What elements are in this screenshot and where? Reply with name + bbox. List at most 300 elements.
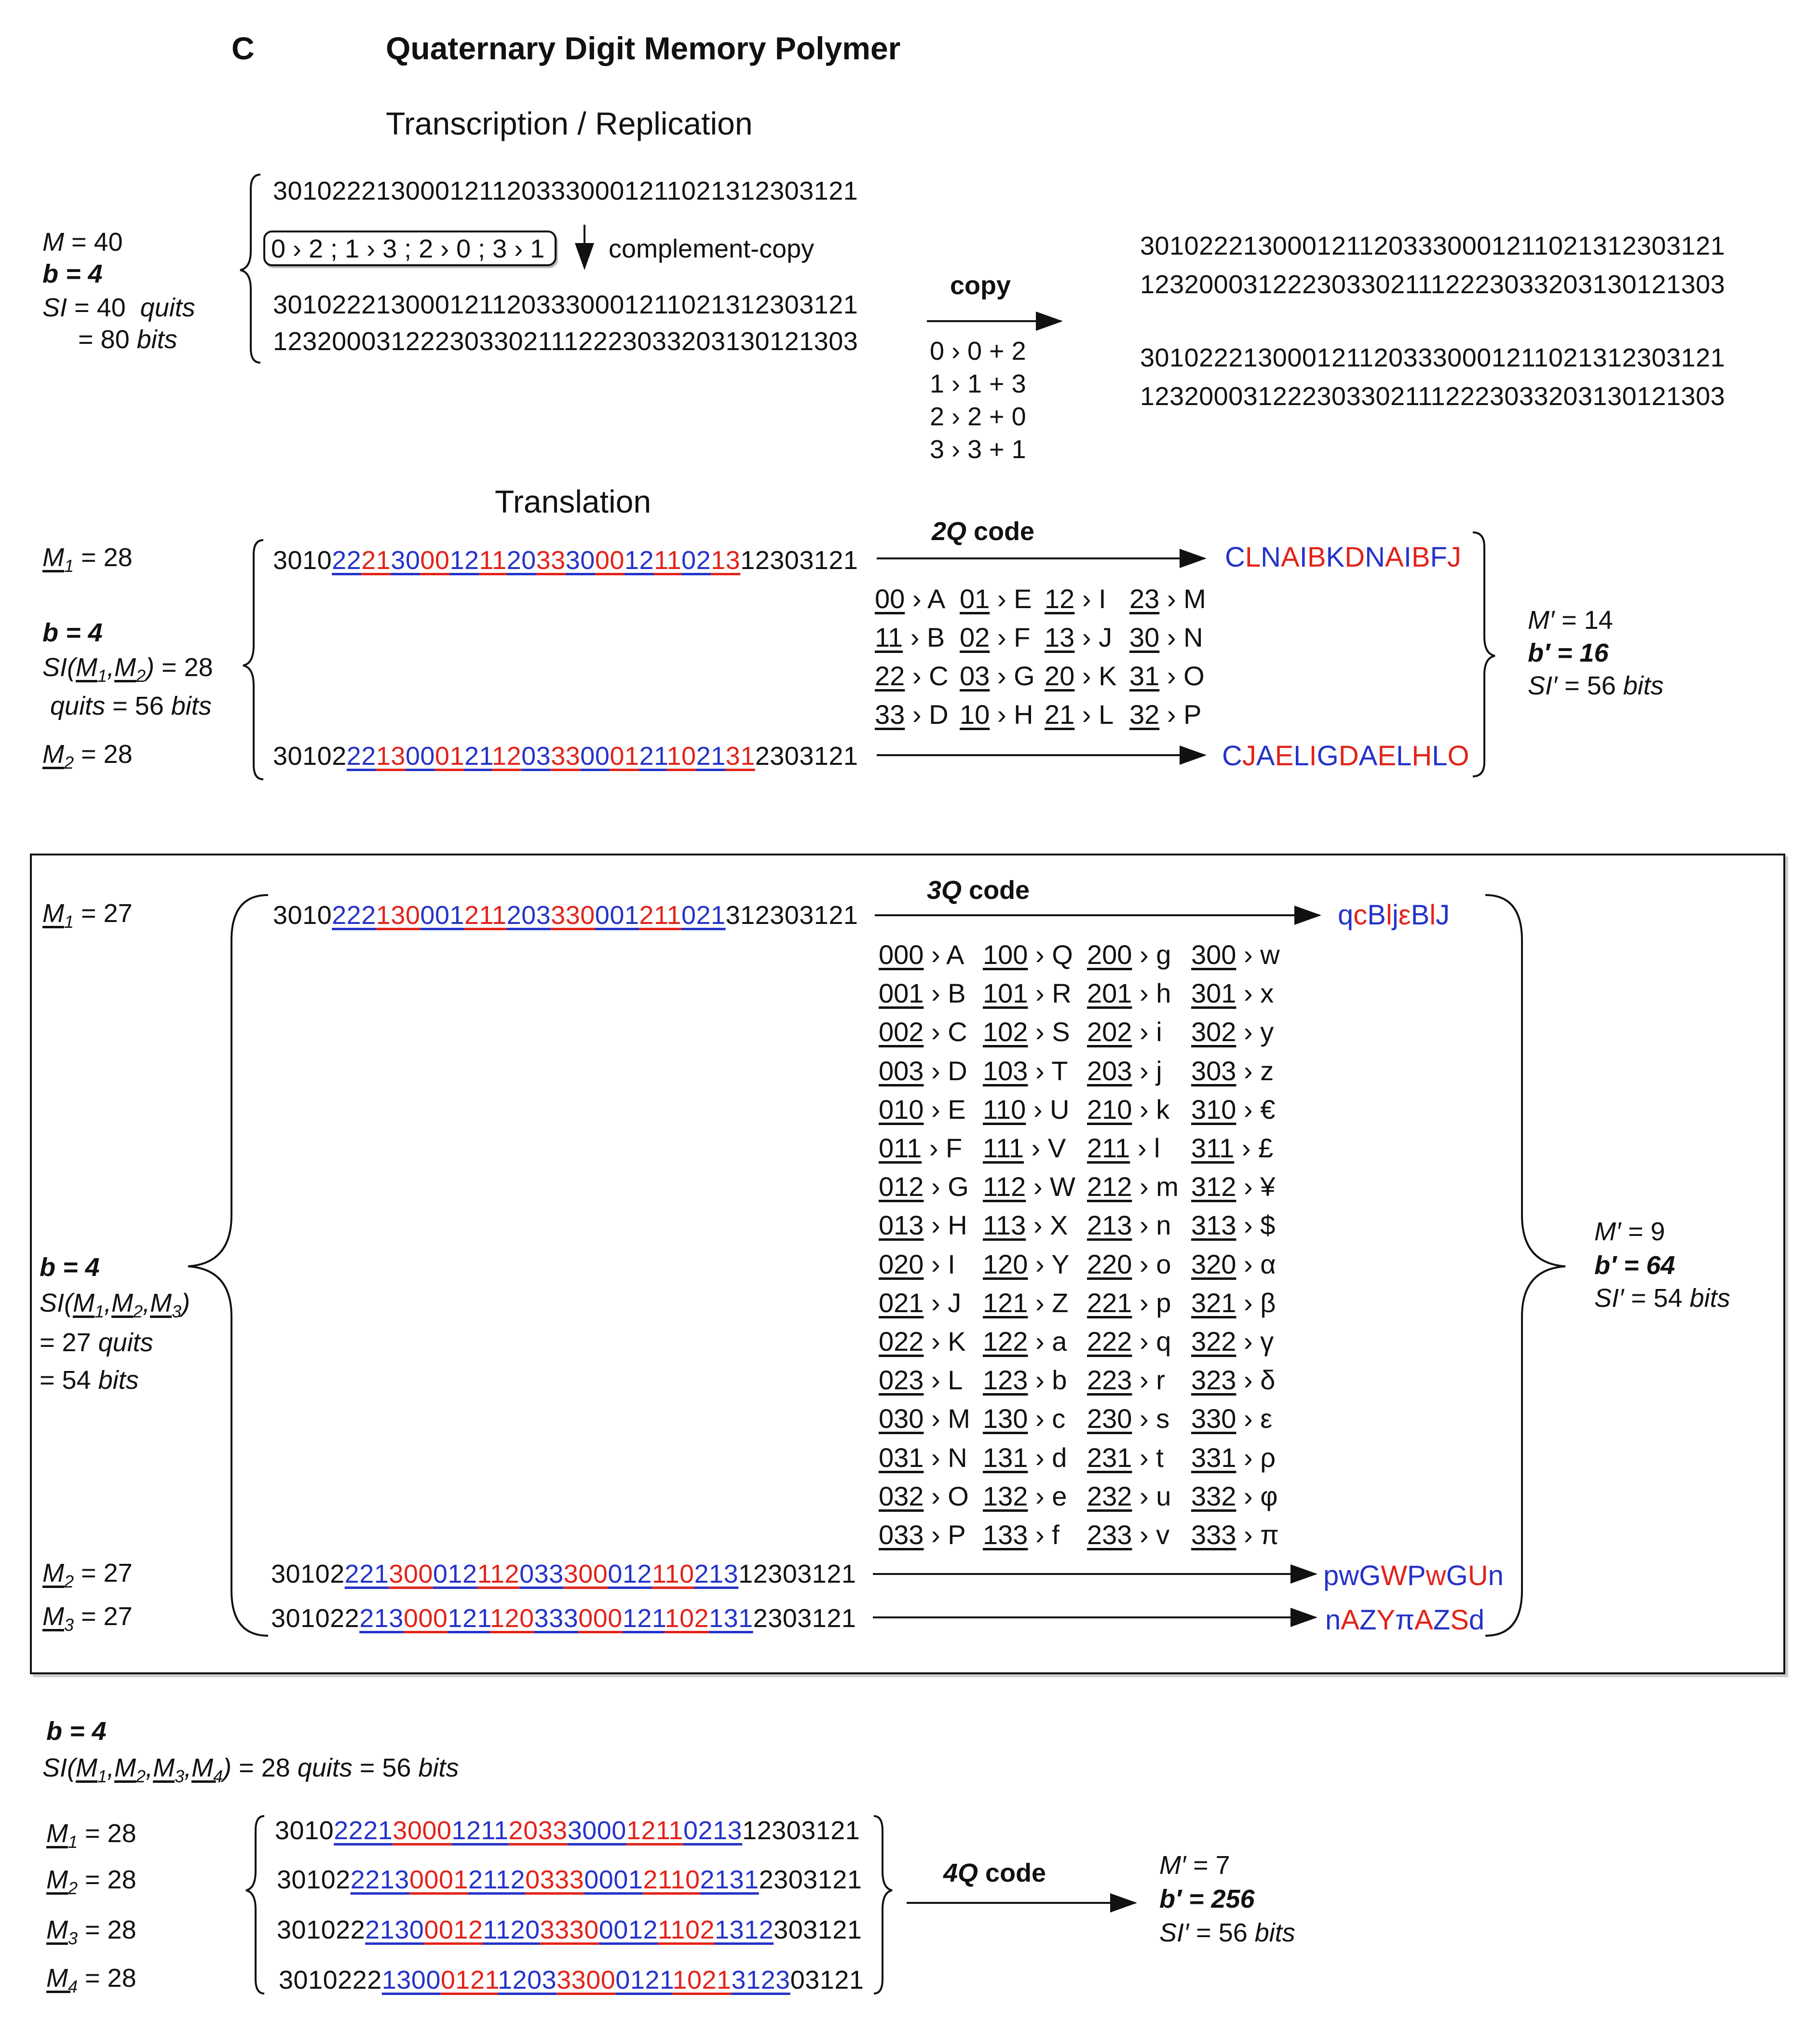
codon: 10: [960, 699, 990, 730]
symbol: › g: [1132, 939, 1171, 970]
sequence-segment: w: [1426, 1560, 1446, 1591]
codon: 221: [1087, 1287, 1132, 1318]
duplex-strand-b: 1232000312223033021112223033203130121303: [273, 327, 858, 356]
symbol: › h: [1132, 978, 1171, 1009]
sequence-segment: 312303121: [725, 901, 858, 930]
t4-right-brace: [874, 1816, 892, 1994]
sequence-segment: P: [1407, 1560, 1426, 1591]
sequence-segment: 121: [622, 1604, 665, 1633]
sequence-segment: 00: [405, 742, 435, 771]
sequence-segment: ε: [1398, 899, 1411, 931]
sequence-segment: 00: [580, 742, 610, 771]
codon: 12: [1045, 583, 1075, 614]
sequence-segment: 33: [536, 546, 566, 575]
t3-result-m: M′ = 9: [1594, 1217, 1665, 1246]
symbol: › L: [1074, 699, 1114, 730]
copy2-strand-b: 1232000312223033021112223033203130121303: [1140, 382, 1725, 411]
sequence-segment: 1203: [498, 1966, 557, 1994]
sequence-segment: E: [1275, 740, 1294, 772]
sequence-segment: 13: [711, 546, 741, 575]
codon: 002: [879, 1017, 924, 1047]
symbol: › v: [1132, 1519, 1170, 1550]
copy-rule-1: 1 › 1 + 3: [930, 369, 1026, 398]
codon: 013: [879, 1210, 924, 1241]
sequence-segment: 221: [344, 1560, 389, 1588]
sequence-segment: 11: [653, 546, 682, 575]
sequence-segment: I: [1309, 740, 1317, 772]
sequence-segment: 121: [448, 1604, 490, 1633]
rep-base-label: b = 4: [42, 259, 103, 288]
codon: 333: [1191, 1519, 1236, 1550]
symbol: › B: [924, 978, 966, 1009]
symbol: › ¥: [1236, 1171, 1276, 1202]
symbol: › t: [1132, 1442, 1164, 1473]
codon: 023: [879, 1365, 924, 1396]
sequence-segment: 2110: [643, 1865, 700, 1894]
sequence-segment: 1312: [715, 1915, 774, 1944]
sequence-segment: 110: [652, 1560, 694, 1588]
symbol: › $: [1236, 1210, 1276, 1241]
sequence-segment: Z: [1433, 1604, 1451, 1636]
codon: 32: [1129, 699, 1160, 730]
codon: 201: [1087, 978, 1132, 1009]
sequence-segment: C: [1222, 740, 1242, 772]
symbol: › w: [1236, 939, 1280, 970]
duplex-strand-a: 3010222130001211203330001211021312303121: [273, 290, 858, 319]
sequence-segment: G: [1446, 1560, 1468, 1591]
sequence-segment: N: [1365, 542, 1385, 573]
sequence-segment: 211: [464, 901, 507, 930]
sequence-segment: 213: [694, 1560, 739, 1588]
sequence-segment: 11: [479, 546, 507, 575]
sequence-segment: 30102: [273, 742, 347, 771]
sequence-segment: C: [1225, 542, 1245, 573]
symbol: › k: [1132, 1094, 1170, 1125]
codon: 03: [960, 661, 990, 691]
t4-result-m: M′ = 7: [1159, 1851, 1230, 1880]
sequence-segment: 3000: [393, 1816, 452, 1845]
t2-b-label: b = 4: [42, 618, 103, 647]
sequence-segment: 3123: [731, 1966, 790, 1994]
symbol: › H: [990, 699, 1033, 730]
codon: 11: [875, 622, 903, 652]
sequence-segment: 213: [359, 1604, 404, 1633]
codon: 302: [1191, 1017, 1236, 1047]
symbol: › φ: [1236, 1480, 1278, 1511]
codon: 01: [960, 583, 990, 614]
sequence-segment: S: [1450, 1604, 1469, 1636]
sequence-segment: 21: [639, 742, 667, 771]
codon: 23: [1129, 583, 1160, 614]
symbol: › π: [1236, 1519, 1279, 1550]
sequence-segment: J: [1447, 542, 1461, 573]
sequence-segment: A: [1358, 740, 1378, 772]
sequence-segment: q: [1338, 899, 1354, 931]
sequence-segment: B: [1411, 899, 1430, 931]
codon: 300: [1191, 939, 1236, 970]
codon: 110: [983, 1094, 1026, 1125]
sequence-segment: 12303121: [740, 546, 858, 575]
sequence-segment: 21: [696, 742, 726, 771]
symbol: › ρ: [1236, 1442, 1276, 1473]
sequence-segment: A: [1414, 1604, 1433, 1636]
symbol: › j: [1132, 1055, 1162, 1086]
codon: 103: [983, 1055, 1028, 1086]
copy1-strand-a: 3010222130001211203330001211021312303121: [1140, 231, 1725, 260]
copy1-strand-b: 1232000312223033021112223033203130121303: [1140, 270, 1725, 299]
sequence-segment: 2131: [700, 1865, 759, 1894]
symbol: › F: [990, 622, 1031, 652]
symbol: › z: [1236, 1055, 1274, 1086]
t4-si-label: $SI(M_1,M_2,M_3,M_4) = 28$ quits = 56 bits: [42, 1753, 459, 1786]
sequence-segment: 00: [420, 546, 450, 575]
sequence-segment: 222: [332, 901, 376, 930]
sequence-segment: w: [1339, 1560, 1359, 1591]
rep-brace: [240, 175, 260, 363]
sequence-segment: 021: [681, 901, 726, 930]
rep-si-label: SI = 40 quits: [42, 293, 195, 322]
sequence-segment: n: [1488, 1560, 1504, 1591]
codon: 233: [1087, 1519, 1132, 1550]
sequence-segment: E: [1377, 740, 1397, 772]
code-4q-label: 4Q code: [943, 1859, 1046, 1887]
codon: 00: [875, 583, 905, 614]
sequence-segment: 21: [464, 742, 492, 771]
sequence-segment: 3300: [557, 1966, 616, 1994]
codon: 311: [1191, 1133, 1235, 1163]
symbol: › F: [922, 1133, 963, 1163]
complement-rule: 0 › 2 ; 1 › 3 ; 2 › 0 ; 3 › 1: [271, 234, 545, 263]
sequence-segment: 301022: [271, 1604, 360, 1633]
symbol: › L: [924, 1365, 963, 1396]
sequence-segment: 03121: [790, 1966, 864, 1994]
sequence-segment: 2221: [334, 1816, 393, 1845]
codon: 021: [879, 1287, 924, 1318]
symbol: › l: [1130, 1133, 1160, 1163]
symbol: › s: [1132, 1403, 1170, 1434]
symbol: › J: [1074, 622, 1113, 652]
symbol: › V: [1024, 1133, 1066, 1163]
symbol: › J: [924, 1287, 962, 1318]
symbol: › E: [990, 583, 1032, 614]
codon: 133: [983, 1519, 1028, 1550]
codon: 331: [1191, 1442, 1236, 1473]
codon: 312: [1191, 1171, 1236, 1202]
sequence-segment: 13: [376, 742, 406, 771]
t4-m3-label: $M_3 = 28$: [46, 1915, 136, 1948]
codon: 112: [983, 1171, 1026, 1202]
symbol: › o: [1132, 1248, 1171, 1279]
code-2q-label: 2Q code: [932, 517, 1035, 546]
symbol: › W: [1026, 1171, 1075, 1202]
sequence-segment: 000: [403, 1604, 448, 1633]
sequence-segment: 203: [506, 901, 551, 930]
sequence-segment: 300: [389, 1560, 433, 1588]
codon: 33: [875, 699, 905, 730]
codon: 131: [983, 1442, 1028, 1473]
sequence-segment: 0012: [598, 1915, 658, 1944]
codon: 132: [983, 1480, 1028, 1511]
sequence-segment: 301022: [277, 1915, 366, 1944]
sequence-segment: 0001: [409, 1865, 468, 1894]
sequence-segment: 3010: [275, 1816, 334, 1845]
symbol: › C: [924, 1017, 967, 1047]
codon: 123: [983, 1365, 1028, 1396]
t3-bits: = 54 bits: [40, 1366, 139, 1395]
sequence-segment: n: [1325, 1604, 1341, 1636]
symbol: › e: [1028, 1480, 1067, 1511]
symbol: › H: [924, 1210, 967, 1241]
codon: 231: [1087, 1442, 1132, 1473]
sequence-segment: 30: [565, 546, 595, 575]
sequence-segment: 12: [492, 742, 522, 771]
rep-length-label: M = 40: [42, 228, 123, 257]
sequence-segment: J: [1242, 740, 1256, 772]
symbol: › U: [1026, 1094, 1070, 1125]
sequence-segment: B: [1367, 899, 1386, 931]
sequence-segment: 12303121: [742, 1816, 860, 1845]
symbol: › N: [1159, 622, 1203, 652]
sequence-segment: 30102: [277, 1865, 351, 1894]
sequence-segment: 01: [435, 742, 464, 771]
sequence-segment: 1120: [483, 1915, 540, 1944]
sequence-segment: p: [1323, 1560, 1339, 1591]
sequence-segment: U: [1467, 1560, 1488, 1591]
sequence-segment: π: [1395, 1604, 1415, 1636]
codon: 120: [983, 1248, 1028, 1279]
codon: 032: [879, 1480, 924, 1511]
sequence-segment: Z: [1359, 1604, 1377, 1636]
codon: 220: [1087, 1248, 1132, 1279]
codon: 213: [1087, 1210, 1132, 1241]
symbol: › D: [905, 699, 949, 730]
symbol: › A: [905, 583, 946, 614]
t3-si-label: $SI(M_1,M_2,M_3)$: [40, 1289, 190, 1321]
symbol: › M: [1159, 583, 1206, 614]
sequence-segment: 2112: [468, 1865, 526, 1894]
codon: 033: [879, 1519, 924, 1550]
t3-result-b: b′ = 64: [1594, 1251, 1675, 1280]
symbol: › x: [1236, 978, 1274, 1009]
sequence-segment: 1021: [672, 1966, 732, 1994]
symbol: › γ: [1236, 1326, 1274, 1357]
codon: 30: [1129, 622, 1160, 652]
t2-si-label: $SI(M_1,M_2) = 28$: [42, 653, 213, 686]
codon: 223: [1087, 1365, 1132, 1396]
codon: 200: [1087, 939, 1132, 970]
sequence-segment: 03: [521, 742, 551, 771]
symbol: › A: [924, 939, 964, 970]
t3-b-label: b = 4: [40, 1253, 100, 1282]
codon: 22: [875, 661, 905, 691]
sequence-segment: 2303121: [755, 742, 858, 771]
sequence-segment: 33: [551, 742, 581, 771]
t4-result-si: SI′ = 56 bits: [1159, 1918, 1295, 1947]
sequence-segment: J: [1436, 899, 1450, 931]
codon: 122: [983, 1326, 1028, 1357]
symbol: › Y: [1028, 1248, 1070, 1279]
codon: 310: [1191, 1094, 1236, 1125]
t4-left-brace: [246, 1816, 264, 1994]
sequence-segment: 330: [551, 901, 595, 930]
codon: 102: [983, 1017, 1028, 1047]
sequence-segment: 12303121: [738, 1560, 856, 1588]
sequence-segment: 00: [595, 546, 625, 575]
codon: 011: [879, 1133, 922, 1163]
sequence-segment: 000: [578, 1604, 623, 1633]
sequence-segment: 12: [449, 546, 479, 575]
t2-left-brace: [243, 540, 263, 779]
symbol: › u: [1132, 1480, 1171, 1511]
sequence-segment: 2303121: [753, 1604, 856, 1633]
sequence-segment: 0012: [424, 1915, 483, 1944]
sequence-segment: L: [1432, 740, 1448, 772]
symbol: › €: [1236, 1094, 1276, 1125]
sequence-segment: 01: [610, 742, 639, 771]
symbol: › I: [1074, 583, 1106, 614]
codon: 222: [1087, 1326, 1132, 1357]
sequence-segment: 20: [506, 546, 536, 575]
codon: 230: [1087, 1403, 1132, 1434]
symbol: › y: [1236, 1017, 1274, 1047]
sequence-segment: 0121: [440, 1966, 498, 1994]
codon: 313: [1191, 1210, 1236, 1241]
complement-copy-label: complement-copy: [609, 234, 815, 263]
sequence-segment: B: [1307, 542, 1326, 573]
sequence-segment: 3330: [540, 1915, 599, 1944]
codon: 301: [1191, 978, 1236, 1009]
codon: 000: [879, 939, 924, 970]
sequence-segment: A: [1341, 1604, 1359, 1636]
symbol: › B: [903, 622, 945, 652]
sequence-segment: j: [1392, 899, 1399, 931]
sequence-segment: 333: [534, 1604, 579, 1633]
sequence-segment: I: [1299, 542, 1307, 573]
t2-right-brace: [1473, 532, 1495, 776]
sequence-segment: N: [1261, 542, 1281, 573]
sequence-segment: O: [1447, 740, 1469, 772]
symbol: › f: [1028, 1519, 1059, 1550]
symbol: › S: [1028, 1017, 1070, 1047]
codon: 031: [879, 1442, 924, 1473]
codon: 303: [1191, 1055, 1236, 1086]
sequence-segment: 10: [666, 742, 696, 771]
symbol: › b: [1028, 1365, 1067, 1396]
sequence-segment: 31: [725, 742, 755, 771]
t3-m3-label: $M_3 = 27$: [42, 1602, 133, 1635]
sequence-segment: 303121: [774, 1915, 862, 1944]
t2-m2-label: $M_2 = 28$: [42, 740, 133, 773]
sequence-segment: 1300: [381, 1966, 441, 1994]
sequence-segment: F: [1430, 542, 1447, 573]
codon: 113: [983, 1210, 1026, 1241]
sequence-segment: 30: [391, 546, 421, 575]
codon: 130: [983, 1403, 1028, 1434]
copy-rule-2: 2 › 2 + 0: [930, 402, 1026, 431]
copy-label: copy: [950, 271, 1011, 300]
t4-m4-label: $M_4 = 28$: [46, 1964, 136, 1996]
sequence-segment: 130: [376, 901, 421, 930]
symbol: › K: [1074, 661, 1117, 691]
codon: 211: [1087, 1133, 1130, 1163]
sequence-segment: L: [1245, 542, 1261, 573]
symbol: › p: [1132, 1287, 1171, 1318]
symbol: › δ: [1236, 1365, 1276, 1396]
sequence-segment: 0001: [584, 1865, 643, 1894]
copy2-strand-a: 3010222130001211203330001211021312303121: [1140, 343, 1725, 372]
sequence-segment: 1102: [657, 1915, 715, 1944]
t2-result-b: b′ = 16: [1528, 638, 1609, 667]
rep-bits-label: = 80 bits: [78, 325, 177, 354]
sequence-segment: 22: [332, 546, 362, 575]
sequence-segment: L: [1293, 740, 1309, 772]
sequence-segment: Y: [1376, 1604, 1396, 1636]
sequence-segment: 3000: [567, 1816, 626, 1845]
t2-m1-label: $M_1 = 28$: [42, 543, 133, 576]
sequence-segment: 112: [477, 1560, 520, 1588]
codon: 210: [1087, 1094, 1132, 1125]
sequence-segment: 001: [595, 901, 639, 930]
codon: 003: [879, 1055, 924, 1086]
t4-result-b: b′ = 256: [1159, 1885, 1255, 1913]
t4-b-label: b = 4: [46, 1717, 107, 1746]
symbol: › P: [924, 1519, 966, 1550]
symbol: › Q: [1028, 939, 1073, 970]
t2-result-si: SI′ = 56 bits: [1528, 671, 1664, 700]
sequence-segment: 0121: [615, 1966, 673, 1994]
sequence-segment: H: [1412, 740, 1432, 772]
t3-right-brace: [1485, 895, 1565, 1636]
sequence-segment: 1211: [626, 1816, 683, 1845]
symbol: › a: [1028, 1326, 1067, 1357]
t3-quits: = 27 quits: [40, 1328, 153, 1357]
codon: 323: [1191, 1365, 1236, 1396]
sequence-segment: 3010222: [279, 1966, 382, 1994]
codon: 21: [1045, 699, 1075, 730]
sequence-segment: 2033: [508, 1816, 568, 1845]
translation-heading: Translation: [495, 484, 652, 519]
t3-result-si: SI′ = 54 bits: [1594, 1284, 1730, 1313]
symbol: › d: [1028, 1442, 1067, 1473]
codon: 232: [1087, 1480, 1132, 1511]
symbol: › N: [924, 1442, 967, 1473]
copy-rule-0: 0 › 0 + 2: [930, 337, 1026, 366]
sequence-segment: 131: [709, 1604, 753, 1633]
symbol: › R: [1028, 978, 1072, 1009]
sequence-segment: G: [1359, 1560, 1381, 1591]
template-strand: 3010222130001211203330001211021312303121: [273, 176, 858, 205]
sequence-segment: 102: [665, 1604, 709, 1633]
symbol: › α: [1236, 1248, 1276, 1279]
t2-result-m: M′ = 14: [1528, 606, 1613, 635]
sequence-segment: A: [1256, 740, 1275, 772]
sequence-segment: D: [1338, 740, 1359, 772]
sequence-segment: 2213: [350, 1865, 409, 1894]
symbol: › Z: [1028, 1287, 1069, 1318]
codon: 02: [960, 622, 990, 652]
sequence-segment: 012: [433, 1560, 477, 1588]
symbol: › M: [924, 1403, 970, 1434]
symbol: › C: [905, 661, 949, 691]
sequence-segment: D: [1345, 542, 1365, 573]
codon: 330: [1191, 1403, 1236, 1434]
sequence-segment: 211: [639, 901, 681, 930]
symbol: › E: [924, 1094, 966, 1125]
sequence-segment: l: [1385, 899, 1392, 931]
codon: 202: [1087, 1017, 1132, 1047]
sequence-segment: 001: [420, 901, 464, 930]
replication-heading: Transcription / Replication: [386, 106, 753, 141]
